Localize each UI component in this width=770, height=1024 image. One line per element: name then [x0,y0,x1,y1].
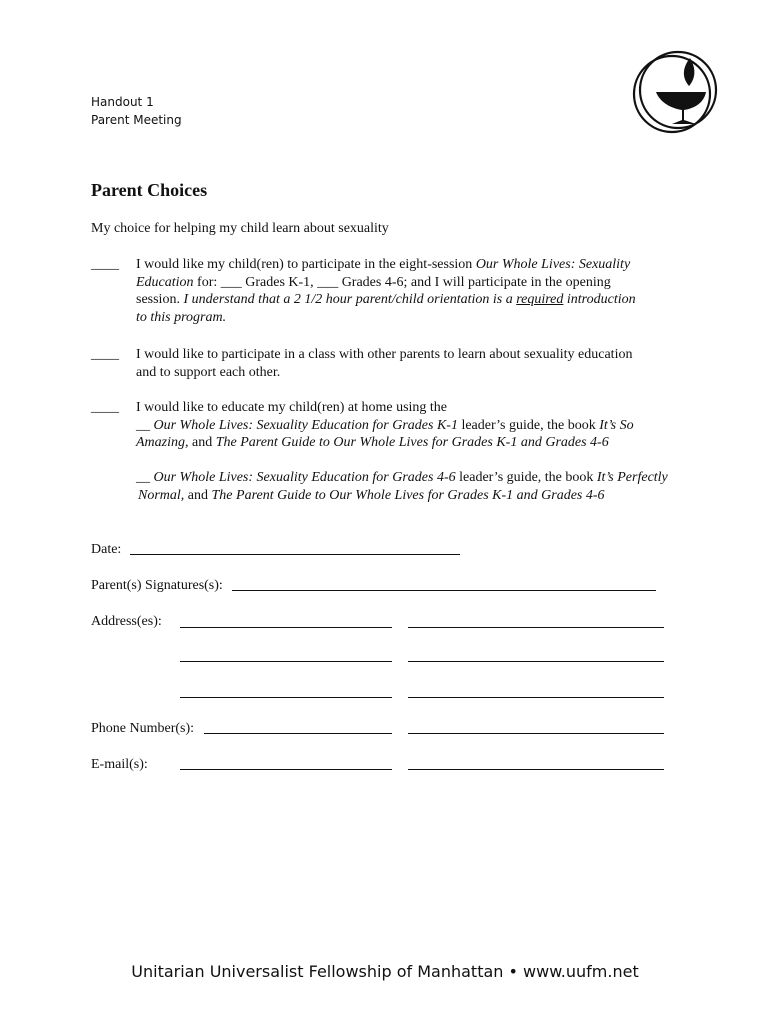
chalice-icon [632,50,718,136]
address-field-3a[interactable] [180,697,392,698]
address-field-1a[interactable] [180,627,392,628]
page-footer: Unitarian Universalist Fellowship of Manhattan • www.uufm.net [131,962,639,981]
option-1-text: I would like my child(ren) to participate in the eight-session Our Whole Lives: Sexuality Education for: ___ Grades K-1, ___ Grades 4-6; and I will participate in the opening session. I understand that a 2 1/2 hour parent/child orientation is a required introduction to this program. [136,257,636,326]
address-field-1b[interactable] [408,627,664,628]
meeting-name: Parent Meeting [91,113,182,127]
phone-field-1[interactable] [204,733,392,734]
option-3-text: I would like to educate my child(ren) at home using the __ Our Whole Lives: Sexuality Education for Grades K-1 leader’s guide, the book It’s So Amazing, and The Parent Guide to Our Whole Lives for Grades K-1 and Grades 4-6 __ Our Whole Lives: Sexuality Education for Grades 4-6 leader’s guide, the book It’s Perfectly Normal, and The Parent Guide to Our Whole Lives for Grades K-1 and Grades 4-6 [136,400,668,503]
date-field[interactable] [130,554,460,555]
option-3-blank[interactable]: ____ [91,400,119,415]
signatures-field[interactable] [232,590,656,591]
grades-4-6-blank[interactable]: ___ [317,274,339,290]
handout-header [91,93,182,129]
date-label: Date: [91,542,122,557]
option-1-blank[interactable]: ____ [91,257,119,272]
email-field-1[interactable] [180,769,392,770]
option-2-text: I would like to participate in a class with other parents to learn about sexuality education and to support each other. [136,347,633,380]
page-title: Parent Choices [91,180,208,200]
phone-field-2[interactable] [408,733,664,734]
grades-4-6-guide-blank[interactable]: __ [136,470,154,486]
option-2-blank[interactable]: ____ [91,347,119,362]
email-field-2[interactable] [408,769,664,770]
grades-k1-blank[interactable]: ___ [220,274,242,290]
k1-guide-blank[interactable]: __ [136,417,154,433]
address-field-2a[interactable] [180,661,392,662]
address-field-2b[interactable] [408,661,664,662]
address-label: Address(es): [91,614,162,629]
intro-text: My choice for helping my child learn about sexuality [91,221,389,236]
handout-number: Handout 1 [91,95,154,109]
phone-label: Phone Number(s): [91,721,195,736]
signatures-label: Parent(s) Signatures(s): [91,578,223,593]
email-label: E-mail(s): [91,757,148,772]
address-field-3b[interactable] [408,697,664,698]
